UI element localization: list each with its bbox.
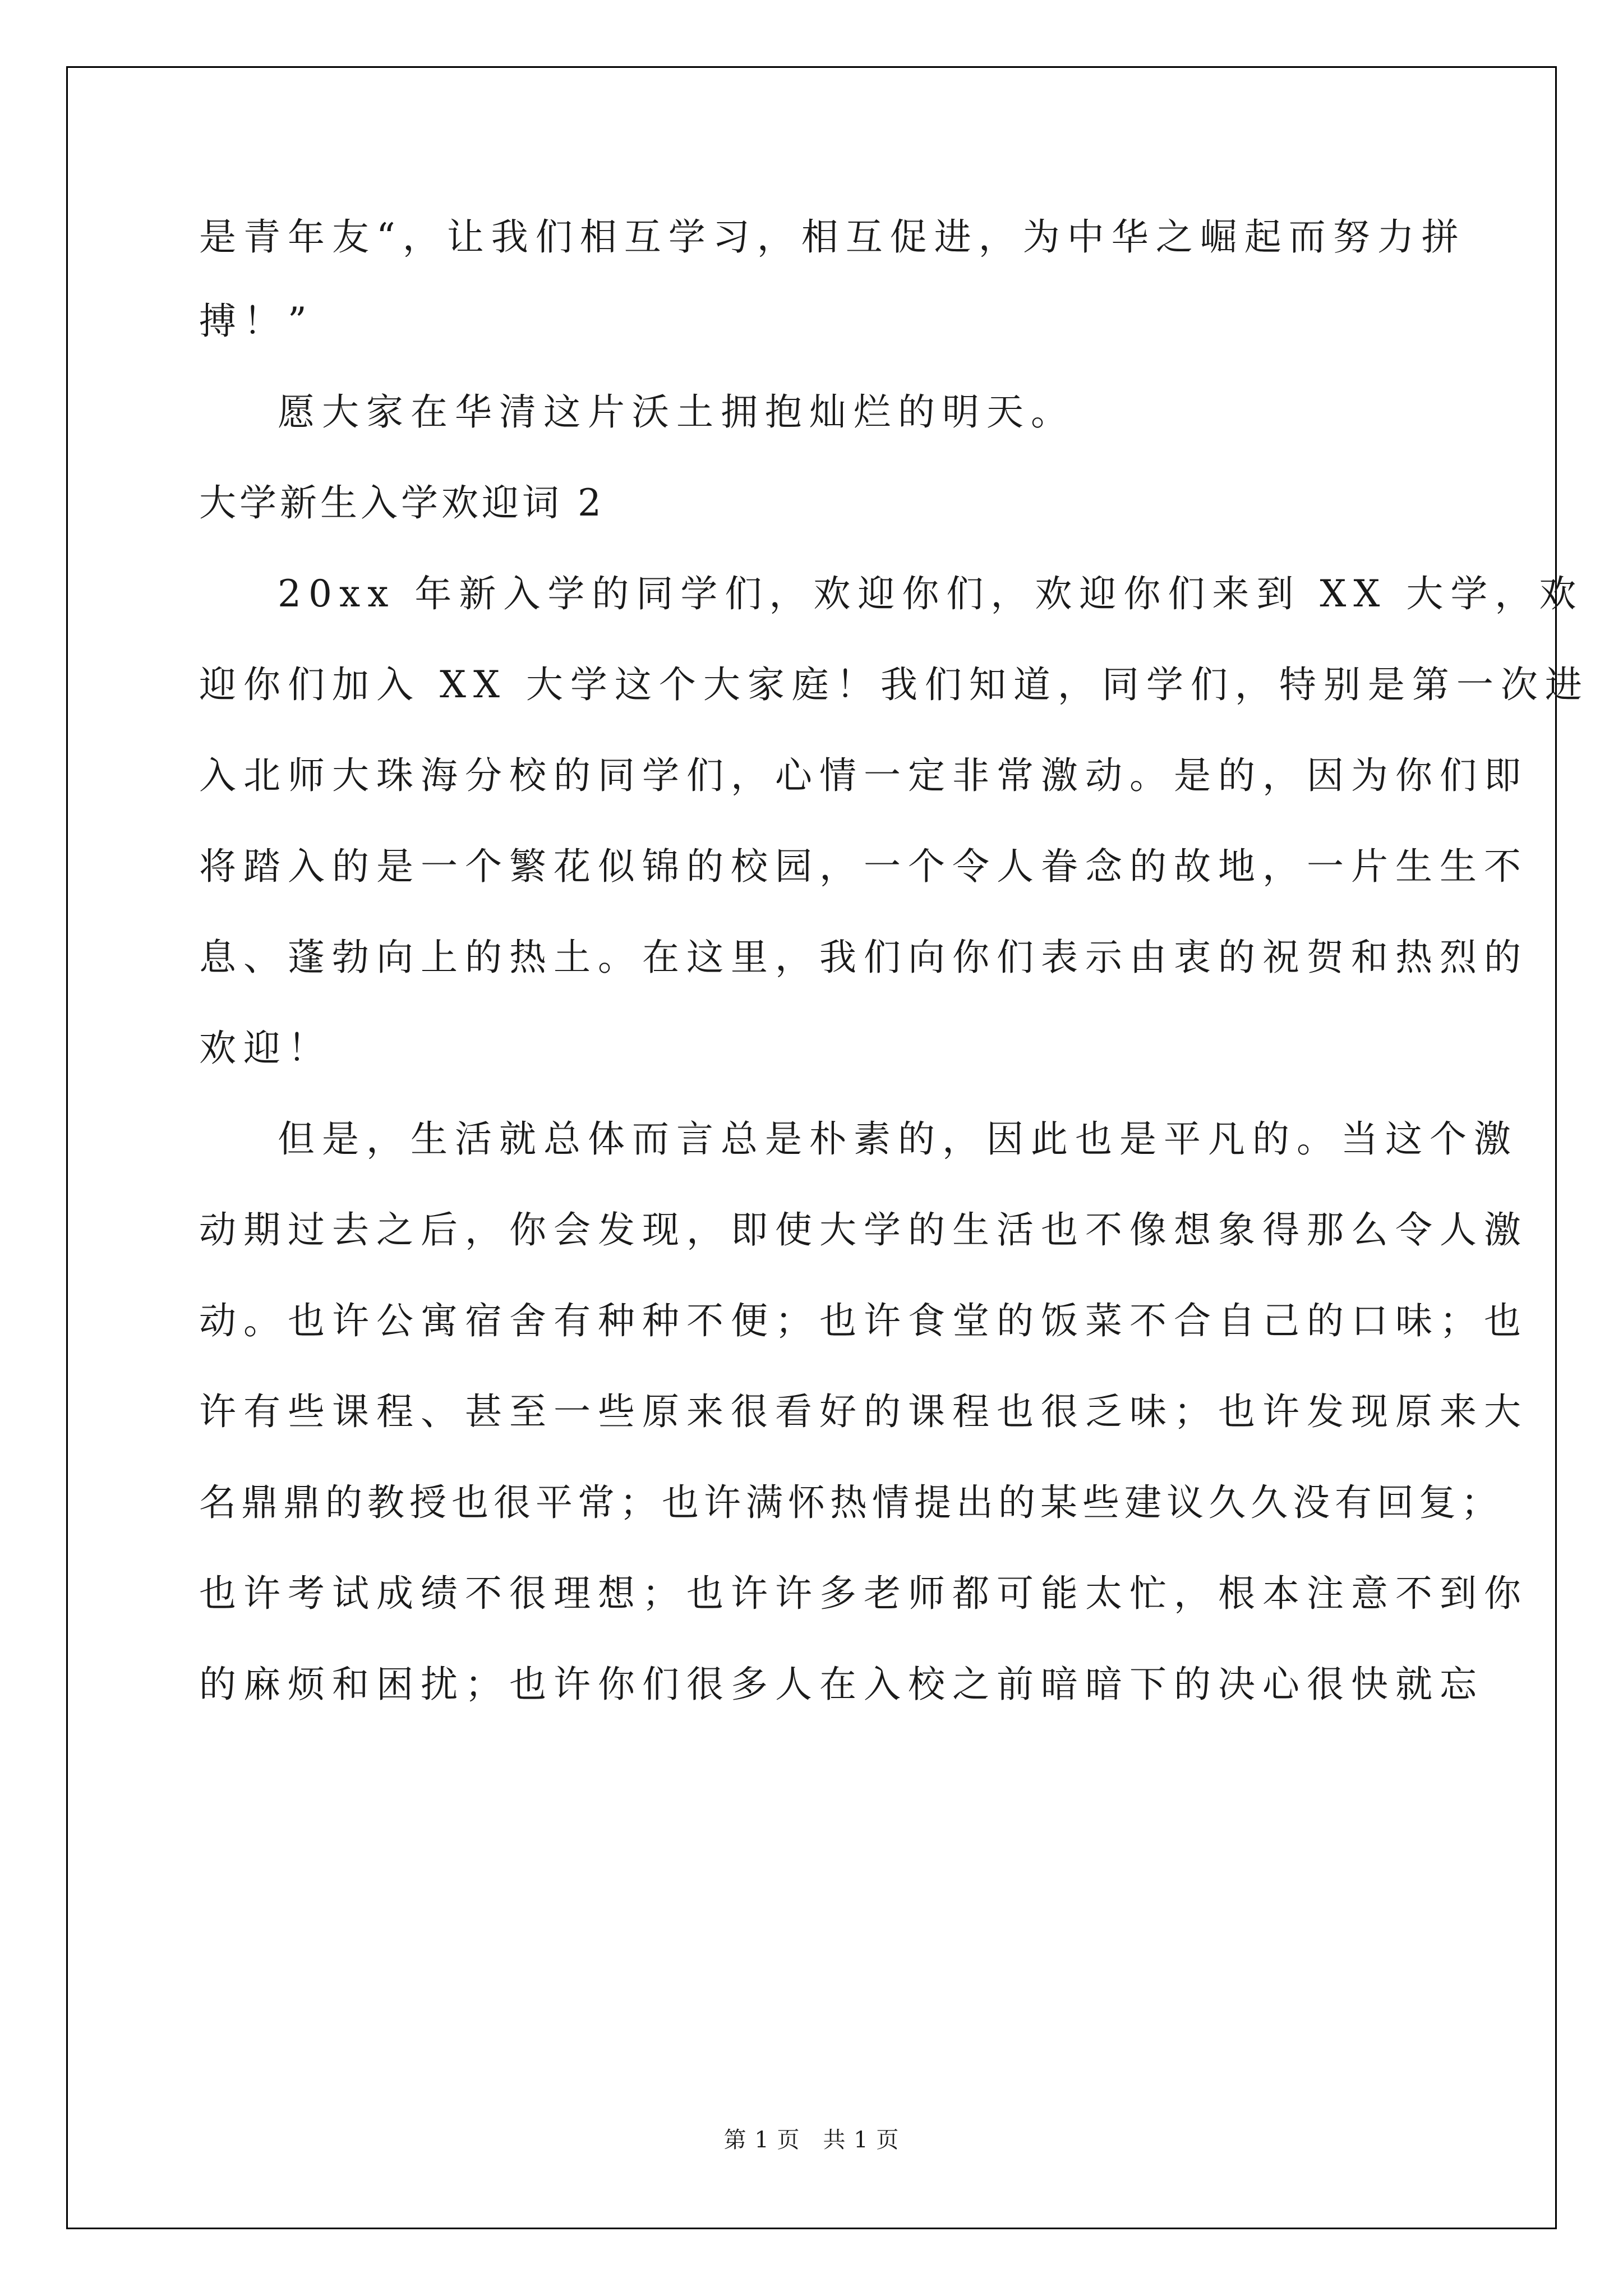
text-line: 但是，生活就总体而言总是朴素的，因此也是平凡的。当这个激: [278, 1117, 1518, 1161]
text-line: 许有些课程、甚至一些原来很看好的课程也很乏味；也许发现原来大: [199, 1390, 1528, 1433]
text-line: 搏！”: [199, 300, 314, 343]
text-line: 欢迎！: [199, 1027, 332, 1070]
text-line: 入北师大珠海分校的同学们，心情一定非常激动。是的，因为你们即: [199, 754, 1528, 797]
text-line: 动。也许公寓宿舍有种种不便；也许食堂的饭菜不合自己的口味；也: [199, 1299, 1528, 1342]
section-heading: 大学新生入学欢迎词 2: [199, 481, 605, 524]
page-number-footer: 第 1 页 共 1 页: [723, 2127, 900, 2153]
text-line: 20xx 年新入学的同学们，欢迎你们，欢迎你们来到 XX 大学，欢: [278, 572, 1584, 615]
text-line: 将踏入的是一个繁花似锦的校园，一个令人眷念的故地，一片生生不: [199, 845, 1528, 888]
text-line: 愿大家在华清这片沃土拥抱灿烂的明天。: [278, 390, 1075, 434]
text-line: 的麻烦和困扰；也许你们很多人在入校之前暗暗下的决心很快就忘: [199, 1663, 1484, 1706]
text-line: 息、蓬勃向上的热土。在这里，我们向你们表示由衷的祝贺和热烈的: [199, 936, 1528, 979]
text-line: 也许考试成绩不很理想；也许许多老师都可能太忙，根本注意不到你: [199, 1572, 1528, 1615]
text-line: 动期过去之后，你会发现，即使大学的生活也不像想象得那么令人激: [199, 1208, 1528, 1251]
text-line: 名鼎鼎的教授也很平常；也许满怀热情提出的某些建议久久没有回复；: [199, 1481, 1503, 1524]
text-line: 是青年友“，让我们相互学习，相互促进，为中华之崛起而努力拼: [199, 215, 1466, 259]
text-line: 迎你们加入 XX 大学这个大家庭！我们知道，同学们，特别是第一次进: [199, 663, 1589, 706]
